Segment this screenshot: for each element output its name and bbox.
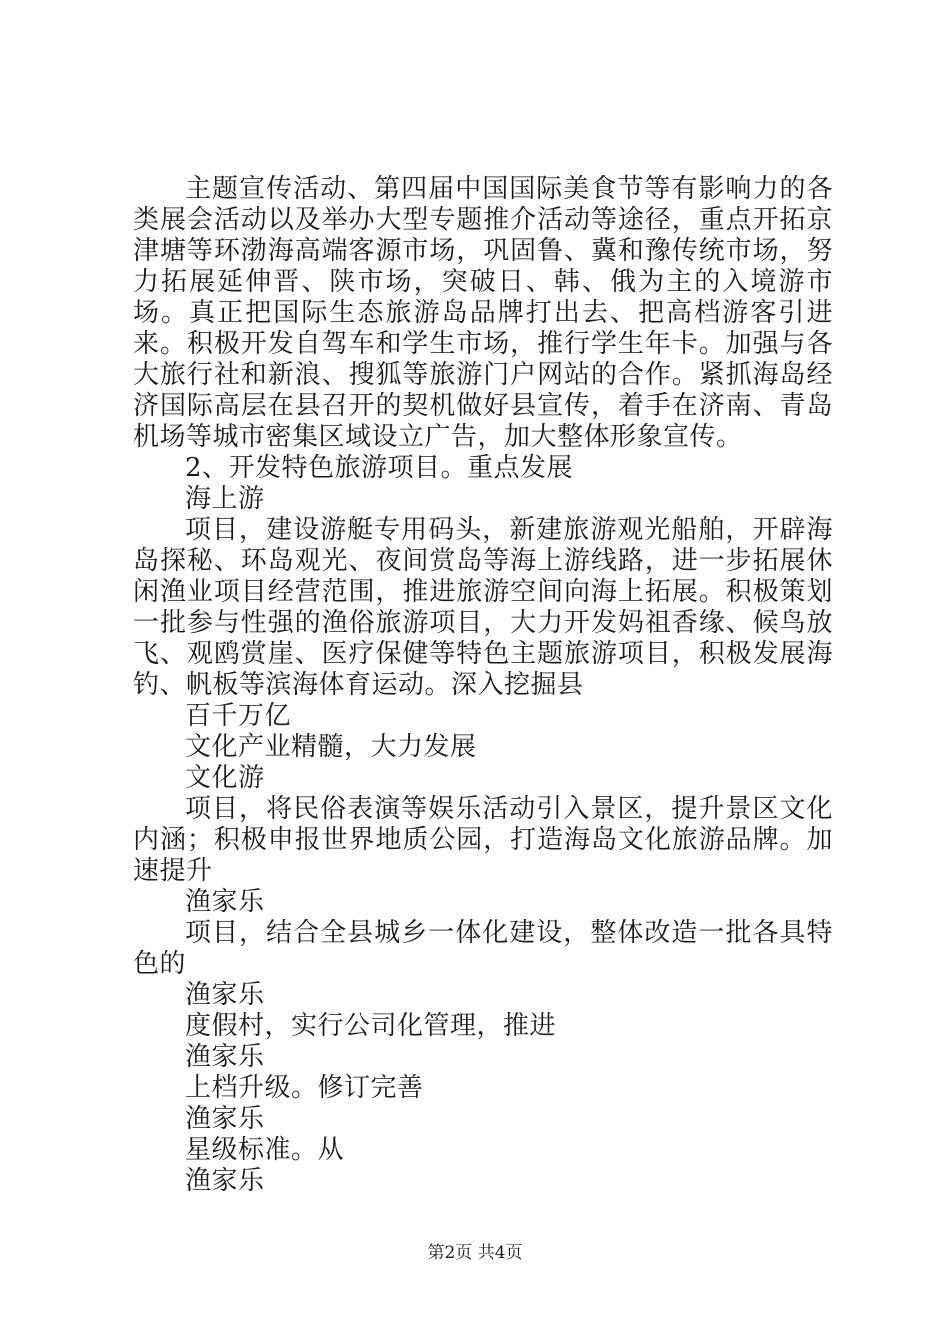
page-total: 共4页: [477, 1243, 523, 1263]
paragraph: 上档升级。修订完善: [185, 1073, 424, 1103]
paragraph: 文化产业精髓，大力发展: [185, 732, 477, 762]
paragraph: 项目，结合全县城乡一体化建设，整体改造一批各具特色的: [133, 918, 833, 979]
page-footer: [0, 1243, 950, 1263]
paragraph: 渔家乐: [185, 1104, 265, 1134]
paragraph: 渔家乐: [185, 980, 265, 1010]
paragraph: 渔家乐: [185, 1166, 265, 1196]
paragraph: 渔家乐: [185, 887, 265, 917]
paragraph: 项目，将民俗表演等娱乐活动引入景区，提升景区文化内涵；积极申报世界地质公园，打造海岛文化旅游品牌。加速提升: [133, 794, 833, 886]
paragraph: 星级标准。从: [185, 1135, 345, 1165]
paragraph: 文化游: [185, 763, 265, 793]
paragraph: 渔家乐: [185, 1042, 265, 1072]
body-text: [133, 174, 833, 1197]
paragraph: 海上游: [185, 484, 265, 514]
paragraph: 2、开发特色旅游项目。重点发展: [185, 453, 574, 483]
paragraph: 主题宣传活动、第四届中国国际美食节等有影响力的各类展会活动以及举办大型专题推介活动等途径，重点开拓京津塘等环渤海高端客源市场，巩固鲁、冀和豫传统市场，努力拓展延伸晋、陕市场，突破日、韩、俄为主的入境游市场。真正把国际生态旅游岛品牌打出去、把高档游客引进来。积极开发自驾车和学生市场，推行学生年卡。加强与各大旅行社和新浪、搜狐等旅游门户网站的合作。紧抓海岛经济国际高层在县召开的契机做好县宣传，着手在济南、青岛机场等城市密集区域设立广告，加大整体形象宣传。: [133, 174, 833, 452]
paragraph: 项目，建设游艇专用码头，新建旅游观光船舶，开辟海岛探秘、环岛观光、夜间赏岛等海上游线路，进一步拓展休闲渔业项目经营范围，推进旅游空间向海上拓展。积极策划一批参与性强的渔俗旅游项目，大力开发妈祖香缘、候鸟放飞、观鸥赏崖、医疗保健等特色主题旅游项目，积极发展海钓、帆板等滨海体育运动。深入挖掘县: [133, 515, 833, 700]
paragraph: 度假村，实行公司化管理，推进: [185, 1011, 557, 1041]
page-number: 第2页: [427, 1243, 473, 1263]
paragraph: 百千万亿: [185, 701, 292, 731]
